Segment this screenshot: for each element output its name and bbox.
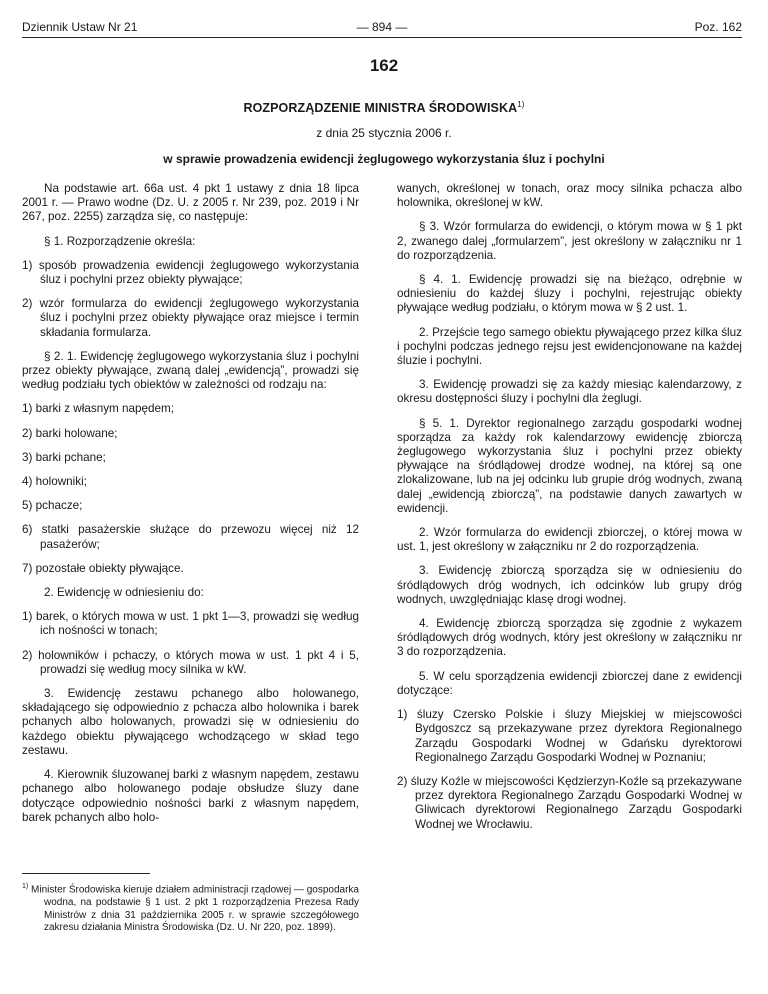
list-item: 7) pozostałe obiekty pływające. xyxy=(22,561,184,575)
list-item: 2) wzór formularza do ewidencji żeglugowego wykorzystania śluz i pochylni przez obiekty pływające oraz miejsce i termin składania formularza. xyxy=(22,297,359,339)
list-item: 3) barki pchane; xyxy=(22,450,106,464)
paragraph: 3. Ewidencję zestawu pchanego albo holowanego, składającego się odpowiednio z pchacza albo holownika i barek pchanych albo holowanych, prowadzi się w odniesieniu do każdego obiektu pływającego wchodzącego w skład tego zestawu. xyxy=(22,687,359,757)
paragraph: Na podstawie art. 66a ust. 4 pkt 1 ustawy z dnia 18 lipca 2001 r. — Prawo wodne (Dz. U. z 2005 r. Nr 239, poz. 2019 i Nr 267, poz. 2255) zarządza się, co następuje: xyxy=(22,182,359,224)
footnote xyxy=(22,881,359,935)
act-title xyxy=(0,100,768,115)
list-item: 2) barki holowane; xyxy=(22,426,118,440)
act-date: z dnia 25 stycznia 2006 r. xyxy=(316,126,452,140)
paragraph: § 2. 1. Ewidencję żeglugowego wykorzystania śluz i pochylni przez obiekty pływające, zwaną dalej „ewidencją”, prowadzi się według podziału tych obiektów w zależności od rodzaju na: xyxy=(22,349,359,392)
journal-name: Dziennik Ustaw Nr 21 xyxy=(22,20,138,34)
paragraph: wanych, określonej w tonach, oraz mocy silnika pchacza albo holownika, określonej w kW. xyxy=(397,182,742,210)
right-column xyxy=(397,182,742,842)
title-footnote-mark: 1) xyxy=(517,100,525,109)
paragraph: 2. Przejście tego samego obiektu pływającego przez kilka śluz i pochylni podczas jednego rejsu jest ewidencjonowane na każdej śluzie i pochylni. xyxy=(397,325,742,368)
list-item: 6) statki pasażerskie służące do przewozu więcej niż 12 pasażerów; xyxy=(22,523,359,551)
list-item: 1) sposób prowadzenia ewidencji żeglugowego wykorzystania śluz i pochylni przez obiekty pływające; xyxy=(22,258,359,287)
list-item: 1) śluzy Czersko Polskie i śluzy Miejskiej w miejscowości Bydgoszcz są przekazywane przez dyrektora Regionalnego Zarządu Gospodarki Wodnej w Gdańsku dyrektorowi Regionalnego Zarządu Gospodarki Wodnej w Poznaniu; xyxy=(397,708,742,764)
paragraph: 5. W celu sporządzenia ewidencji zbiorczej dane z ewidencji dotyczące: xyxy=(397,669,742,697)
position-number: Poz. 162 xyxy=(694,20,742,34)
footnote-text: Minister Środowiska kieruje działem administracji rządowej — gospodarka wodna, na podstawie § 1 ust. 2 pkt 1 rozporządzenia Prezesa Rady Ministrów z dnia 31 października 2005 r. w sprawie szczegółowego zakresu działania Ministra Środowiska (Dz. U. Nr 220, poz. 1899). xyxy=(31,884,359,934)
list-item: 2) holowników i pchaczy, o których mowa w ust. 1 pkt 4 i 5, prowadzi się według mocy silnika w kW. xyxy=(22,648,359,676)
paragraph: 2. Ewidencję w odniesieniu do: xyxy=(44,586,204,600)
footnote-rule xyxy=(22,873,150,874)
page-number: — 894 — xyxy=(356,20,408,34)
footnote-mark: 1) xyxy=(22,883,29,890)
paragraph: 3. Ewidencję prowadzi się za każdy miesiąc kalendarzowy, z okresu dostępności śluzy i pochylni dla żeglugi. xyxy=(397,378,742,406)
paragraph: § 1. Rozporządzenie określa: xyxy=(44,234,196,248)
act-title-text: ROZPORZĄDZENIE MINISTRA ŚRODOWISKA xyxy=(243,101,518,116)
left-column xyxy=(22,182,359,835)
paragraph: § 5. 1. Dyrektor regionalnego zarządu gospodarki wodnej sporządza za każdy rok kalendarzowy ewidencję zbiorczą żeglugowego wykorzystania śluz i pochylni przez obiekty pływające na śródlądowej drodze wodnej, na której są one zlokalizowane, lub na jej odcinku lub grupie dróg wodnych, zwaną dalej „ewidencją zbiorczą”, na podstawie danych zawartych w ewidencji. xyxy=(397,416,742,515)
list-item: 1) barki z własnym napędem; xyxy=(22,402,175,416)
paragraph: 2. Wzór formularza do ewidencji zbiorczej, o której mowa w ust. 1, jest określony w załączniku nr 2 do rozporządzenia. xyxy=(397,526,742,554)
act-subject: w sprawie prowadzenia ewidencji żeglugowego wykorzystania śluz i pochylni xyxy=(163,152,605,166)
list-item: 5) pchacze; xyxy=(22,499,83,513)
act-number: 162 xyxy=(369,56,399,75)
running-header xyxy=(22,20,742,36)
paragraph: § 4. 1. Ewidencję prowadzi się na bieżąco, odrębnie w odniesieniu do każdej śluzy i pochylni, rejestrując obiekty pływające według podziału, o którym mowa w § 2 ust. 1. xyxy=(397,273,742,315)
paragraph: § 3. Wzór formularza do ewidencji, o którym mowa w § 1 pkt 2, zwanego dalej „formularzem”, jest określony w załączniku nr 1 do rozporządzenia. xyxy=(397,220,742,262)
list-item: 1) barek, o których mowa w ust. 1 pkt 1—3, prowadzi się według ich nośności w tonach; xyxy=(22,610,359,638)
list-item: 4) holowniki; xyxy=(22,475,87,489)
paragraph: 4. Ewidencję zbiorczą sporządza się zgodnie z wykazem śródlądowych dróg wodnych, który jest określony w załączniku nr 3 do rozporządzenia. xyxy=(397,617,742,659)
paragraph: 3. Ewidencję zbiorczą sporządza się w odniesieniu do śródlądowych dróg wodnych, ich odcinków lub grupy dróg wodnych, uwzględniając klasę drogi wodnej. xyxy=(397,564,742,606)
list-item: 2) śluzy Koźle w miejscowości Kędzierzyn-Koźle są przekazywane przez dyrektora Regionalnego Zarządu Gospodarki Wodnej w Gliwicach dyrektorowi Regionalnego Zarządu Gospodarki Wodnej we Wrocławiu. xyxy=(397,774,742,831)
header-rule xyxy=(22,37,742,38)
paragraph: 4. Kierownik śluzowanej barki z własnym napędem, zestawu pchanego albo holowanego podaje obsłudze śluzy dane dotyczące odpowiednio nośności barki z własnym napędem, barek pchanych albo holo- xyxy=(22,768,359,824)
